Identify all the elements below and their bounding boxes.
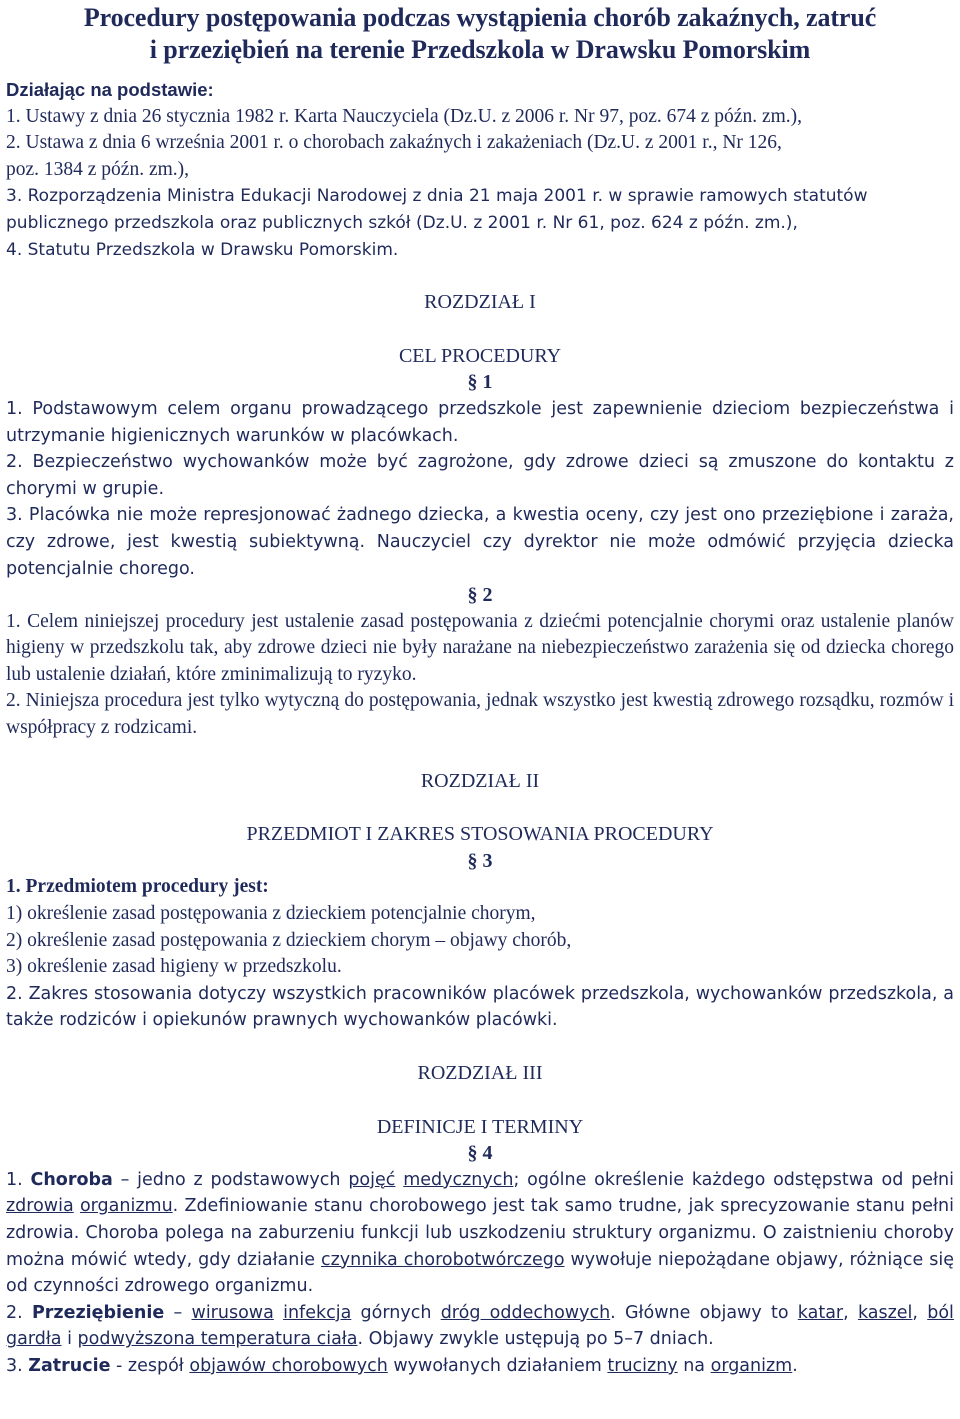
section-3-body [6, 874, 954, 1034]
basis-item: 4. Statutu Przedszkola w Drawsku Pomorskim. [6, 239, 399, 260]
link-wirusowa[interactable]: wirusowa [191, 1302, 274, 1323]
link-kaszel[interactable]: kaszel [857, 1302, 913, 1323]
section-3-mark: § 3 [467, 849, 493, 872]
basis-item: poz. 1384 z późn. zm.), [6, 158, 190, 180]
chapter-3-title: DEFINICJE I TERMINY [376, 1115, 584, 1138]
basis-heading: Działając na podstawie: [6, 79, 214, 100]
link-medycznych[interactable]: medycznych [403, 1169, 514, 1190]
link-organizmu[interactable]: organizmu [79, 1196, 173, 1217]
section-1-item: 2. Bezpieczeństwo wychowanków może być zagrożone, gdy zdrowe dzieci są zmuszone do kontaktu z chorymi w grupie. [6, 452, 954, 499]
link-podwyzszona-temperatura[interactable]: podwyższona temperatura ciała [77, 1329, 358, 1350]
text: . Objawy zwykle ustępują po 5–7 dniach. [357, 1329, 714, 1350]
link-katar[interactable]: katar [797, 1302, 844, 1323]
link-zdrowia[interactable]: zdrowia [6, 1196, 74, 1217]
section-1-mark: § 1 [467, 371, 493, 394]
link-organizm[interactable]: organizm [710, 1355, 793, 1376]
definition-term: Choroba [30, 1169, 113, 1190]
definition-term: Zatrucie [28, 1355, 111, 1376]
section-3-list-item: 2) określenie zasad postępowania z dzieckiem chorym – objawy chorób, [6, 929, 572, 951]
link-drog-oddechowych[interactable]: dróg oddechowych [440, 1302, 611, 1323]
section-2-body [6, 609, 954, 742]
section-2-mark: § 2 [467, 584, 493, 607]
text: wywołanych działaniem [387, 1355, 608, 1376]
section-2-item: 1. Celem niniejszej procedury jest ustalenie zasad postępowania z dziećmi potencjalnie chorymi oraz ustalenie planów higieny w przedszkolu tak, aby zdrowe dzieci nie były narażane na niebezpieczeństwo zarażenia się od dziecka chorego lub ustalenie działań, które zminimalizują to ryzyko. [6, 610, 954, 685]
definition-number: 1. [6, 1169, 23, 1190]
text: górnych [351, 1302, 441, 1323]
link-bol-gardla[interactable]: ból gardła [6, 1302, 954, 1350]
section-1-body [6, 396, 954, 582]
link-trucizny[interactable]: trucizny [607, 1355, 678, 1376]
text: . [792, 1355, 798, 1376]
text: , [843, 1302, 858, 1323]
chapter-2-title: PRZEDMIOT I ZAKRES STOSOWANIA PROCEDURY [246, 823, 714, 846]
link-objawow-chorobowych[interactable]: objawów chorobowych [189, 1355, 388, 1376]
text: – jedno z podstawowych [112, 1169, 349, 1190]
section-2-item: 2. Niniejsza procedura jest tylko wytyczną do postępowania, jednak wszystko jest kwestią zdrowego rozsądku, rozmów i współpracy z rodzicami. [6, 690, 954, 739]
chapter-3-label: ROZDZIAŁ III [417, 1062, 543, 1084]
section-1-item: 3. Placówka nie może represjonować żadnego dziecka, a kwestia oceny, czy jest ono przeziębione i zaraża, czy zdrowe, jest kwestią subiektywną. Nauczyciel czy dyrektor nie może odmówić przyjęcia dziecka potencjalnie chorego. [6, 505, 954, 579]
section-3-list-item: 3) określenie zasad higieny w przedszkolu. [6, 956, 342, 978]
definition-2 [6, 1300, 954, 1353]
text: na [677, 1355, 711, 1376]
section-3-item-2: 2. Zakres stosowania dotyczy wszystkich pracowników placówek przedszkola, wychowanków przedszkola, a także rodziców i opiekunów prawnych wychowanków placówki. [6, 983, 954, 1031]
definition-number: 2. [6, 1302, 23, 1323]
link-infekcja[interactable]: infekcja [283, 1302, 352, 1323]
text: ; ogólne określenie każdego odstępstwa od pełni [513, 1169, 954, 1190]
section-1-item: 1. Podstawowym celem organu prowadzącego przedszkole jest zapewnienie dzieciom bezpieczeństwa i utrzymanie higienicznych warunków w placówkach. [6, 398, 954, 446]
chapter-2-label: ROZDZIAŁ II [420, 769, 540, 792]
text: . Zdefiniowanie stanu chorobowego jest tak samo trudne, jak sprecyzowanie stanu pełni zdrowia. Choroba polega na zaburzeniu funkcji lub uszkodzeniu struktury organizmu. O zaistnieniu choroby można mówić wtedy, gdy działanie [6, 1196, 954, 1270]
text [274, 1303, 283, 1323]
chapter-1-title: CEL PROCEDURY [398, 344, 562, 367]
text: , [912, 1302, 928, 1323]
section-3-list-item: 1) określenie zasad postępowania z dzieckiem potencjalnie chorym, [6, 903, 536, 925]
link-pojec[interactable]: pojęć [348, 1169, 396, 1190]
basis-item: 2. Ustawa z dnia 6 września 2001 r. o chorobach zakaźnych i zakażeniach (Dz.U. z 2001 r., Nr 126, [6, 132, 782, 154]
text: . Główne objawy to [610, 1302, 798, 1323]
section-4-body [6, 1167, 954, 1380]
link-czynnika-chorobotworczego[interactable]: czynnika chorobotwórczego [320, 1249, 565, 1270]
basis-item: 3. Rozporządzenia Ministra Edukacji Narodowej z dnia 21 maja 2001 r. w sprawie ramowych statutów [6, 186, 868, 207]
text: wywołuje niepożądane objawy, różniące się od czynności zdrowego organizmu. [6, 1249, 955, 1297]
definition-1 [6, 1167, 954, 1300]
text: - zespół [110, 1355, 190, 1376]
chapter-1-label: ROZDZIAŁ I [424, 291, 536, 314]
legal-basis [6, 77, 954, 263]
title-line-2: i przeziębień na terenie Przedszkola w Drawsku Pomorskim [149, 35, 811, 64]
document-title [6, 0, 954, 66]
text: i [61, 1329, 78, 1350]
definition-number: 3. [6, 1355, 23, 1376]
basis-item: 1. Ustawy z dnia 26 stycznia 1982 r. Karta Nauczyciela (Dz.U. z 2006 r. Nr 97, poz. 674 z późn. zm.), [6, 105, 803, 127]
text: – [164, 1302, 192, 1323]
title-line-1: Procedury postępowania podczas wystąpienia chorób zakaźnych, zatruć [83, 3, 877, 32]
definition-term: Przeziębienie [31, 1302, 165, 1323]
definition-3 [6, 1353, 954, 1380]
basis-item: publicznego przedszkola oraz publicznych szkół (Dz.U. z 2001 r. Nr 61, poz. 624 z późn. zm.), [6, 212, 798, 233]
section-3-heading: 1. Przedmiotem procedury jest: [6, 876, 269, 898]
section-4-mark: § 4 [467, 1142, 493, 1165]
